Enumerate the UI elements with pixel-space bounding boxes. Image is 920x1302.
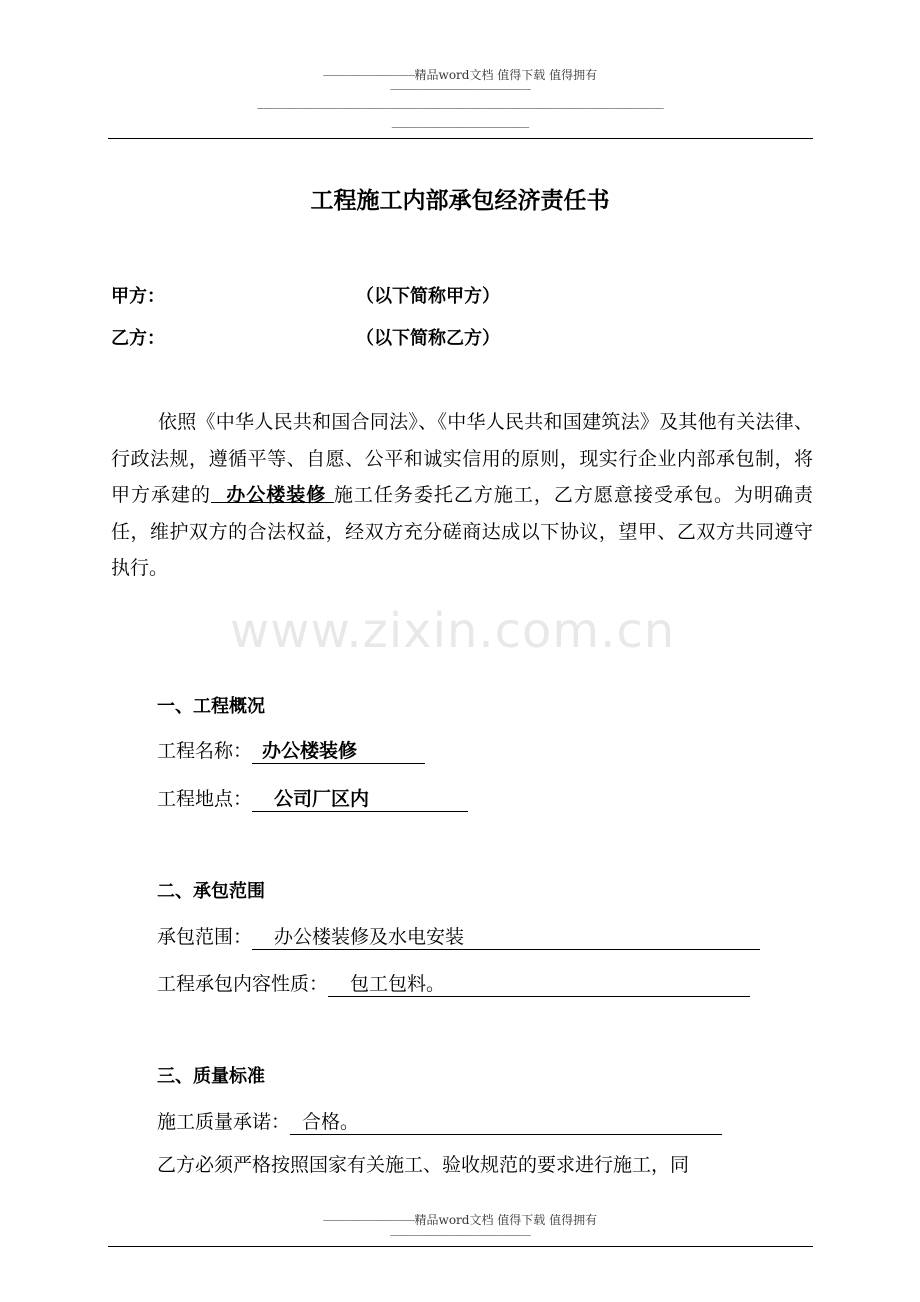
intro-text-1: 依照《中华人民共和国合同法》、《中华人民共和国建筑法》及其他有关法律、行政法规，遵循平等、自愿、公平和诚实信用的原则，现实行企业内部承包制，将甲方承建的 [111,411,813,506]
footer-line-2 [0,1228,920,1242]
project-name-value: 办公楼装修 [252,739,425,764]
project-name-label: 工程名称： [157,740,253,762]
scope-row [157,922,760,950]
project-location-row [157,784,468,812]
document-title: 工程施工内部承包经济责任书 [310,188,610,214]
header-line-2 [0,82,920,96]
party-a [111,282,500,308]
intro-paragraph [111,404,813,587]
party-b-label: 乙方： [111,328,165,349]
project-location-value: 公司厂区内 [252,787,468,812]
footer-dashes: ------------------------------ [322,1213,415,1227]
header-dashes-2: ---------------------------------------------- [389,82,531,96]
footer-line-1 [0,1211,920,1228]
header-tagline: 精品word文档 值得下载 值得拥有 [414,68,598,82]
scope-value: 办公楼装修及水电安装 [252,925,760,950]
quality-label: 施工质量承诺： [157,1111,291,1133]
project-location-label: 工程地点： [157,788,253,810]
section-2-heading: 二、承包范围 [157,881,265,902]
header-rule [108,138,813,139]
intro-text-2: 施工任务委托乙方施工，乙方愿意接受承包。为明确责任，维护双方的合法权益，经双方充分磋商达成以下协议，望甲、乙双方共同遵守执行。 [111,484,813,579]
nature-row [157,969,750,997]
footer-dashes-2: ---------------------------------------------- [389,1228,531,1242]
intro-project-fill: 办公楼装修 [211,484,334,506]
header-dashes: ------------------------------ [322,68,415,82]
header-dashes-3: ------------------------------------------------------------------------------------------------------------------------------------- [256,101,664,115]
scope-label: 承包范围： [157,926,253,948]
footer-tagline: 精品word文档 值得下载 值得拥有 [414,1213,598,1227]
quality-value: 合格。 [290,1110,722,1135]
header-line-4 [0,120,920,134]
party-b [111,324,500,350]
section-1-heading: 一、工程概况 [157,696,265,717]
quality-body-text: 乙方必须严格按照国家有关施工、验收规范的要求进行施工，同 [157,1154,690,1176]
header-line-1 [0,66,920,83]
watermark: www.zixin.com.cn [230,603,676,659]
nature-value: 包工包料。 [328,972,750,997]
project-name-row [157,736,425,764]
footer-rule [108,1246,813,1247]
party-b-note: （以下简称乙方） [356,328,500,349]
section-3-heading: 三、质量标准 [157,1066,265,1087]
header-dashes-4: --------------------------------------------- [391,120,529,134]
quality-row [157,1107,722,1135]
header-line-3 [0,101,920,115]
party-a-note: （以下简称甲方） [356,286,500,307]
party-a-label: 甲方： [111,286,165,307]
nature-label: 工程承包内容性质： [157,973,329,995]
